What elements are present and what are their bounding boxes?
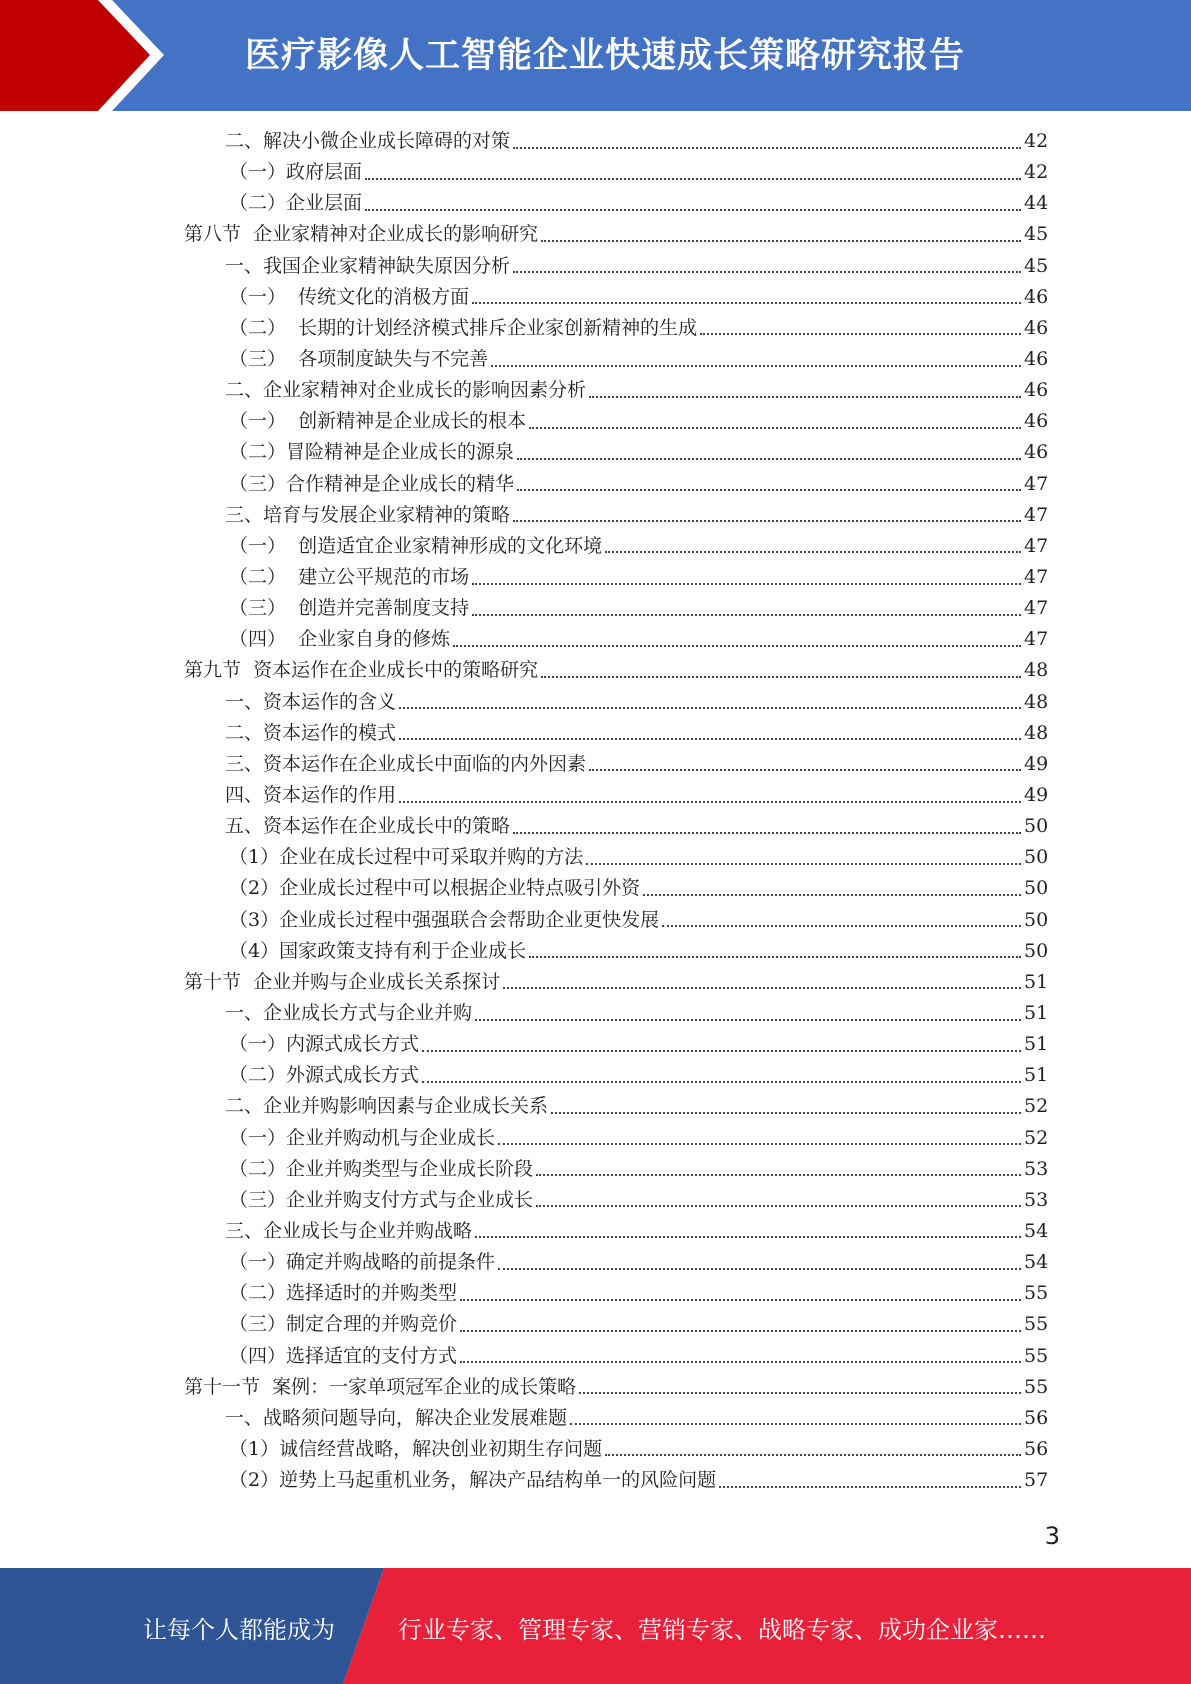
toc-entry-page: 46 [1024, 410, 1049, 433]
toc-entry-page: 46 [1024, 348, 1049, 371]
toc-entry[interactable] [0, 251, 1191, 282]
toc-entry[interactable] [0, 842, 1191, 873]
dot-leader [365, 178, 1021, 180]
dot-leader [498, 1268, 1021, 1270]
toc-entry[interactable] [0, 1029, 1191, 1060]
toc-entry-page: 46 [1024, 285, 1049, 308]
footer-slogan-left: 让每个人都能成为 [143, 1616, 335, 1644]
dot-leader [536, 1174, 1021, 1176]
toc-entry-title: 二、企业并购影响因素与企业成长关系 [225, 1095, 549, 1118]
dot-leader [719, 1486, 1021, 1488]
dot-leader [503, 987, 1021, 989]
toc-entry-page: 47 [1024, 566, 1049, 589]
footer-banner [0, 1568, 1191, 1684]
toc-entry-title: （二）选择适时的并购类型 [229, 1282, 458, 1305]
toc-entry-page: 56 [1024, 1406, 1049, 1429]
dot-leader [475, 1236, 1021, 1238]
toc-entry[interactable] [0, 811, 1191, 842]
dot-leader [605, 1454, 1021, 1456]
toc-entry-title: （三）合作精神是企业成长的精华 [229, 472, 515, 495]
toc-entry-title: 一、资本运作的含义 [225, 690, 397, 713]
toc-entry-page: 47 [1024, 503, 1049, 526]
toc-entry[interactable] [0, 1434, 1191, 1465]
toc-entry-page: 46 [1024, 379, 1049, 402]
toc-entry-page: 51 [1024, 970, 1049, 993]
toc-entry-title: （一）政府层面 [229, 161, 363, 184]
dot-leader [399, 707, 1021, 709]
toc-entry-page: 48 [1024, 690, 1049, 713]
toc-entry-title: 二、资本运作的模式 [225, 721, 397, 744]
toc-entry[interactable] [0, 500, 1191, 531]
dot-leader [643, 894, 1021, 896]
toc-entry[interactable] [0, 873, 1191, 904]
toc-entry[interactable] [0, 1340, 1191, 1371]
dot-leader [475, 1019, 1021, 1021]
toc-entry-page: 50 [1024, 877, 1049, 900]
document-title: 医疗影像人工智能企业快速成长策略研究报告 [245, 36, 966, 76]
toc-entry-page: 48 [1024, 659, 1049, 682]
toc-entry-title: （一）内源式成长方式 [229, 1033, 420, 1056]
toc-entry-title: （二）企业并购类型与企业成长阶段 [229, 1157, 534, 1180]
toc-entry-title: 一、企业成长方式与企业并购 [225, 1002, 473, 1024]
toc-entry-title: （3）企业成长过程中强强联合会帮助企业更快发展 [229, 908, 660, 931]
dot-leader [399, 801, 1021, 803]
toc-entry[interactable] [0, 998, 1191, 1029]
dot-leader [541, 240, 1021, 242]
toc-entry[interactable] [0, 531, 1191, 562]
toc-entry-page: 42 [1024, 130, 1049, 153]
toc-entry-title: （三） 创造并完善制度支持 [229, 597, 470, 620]
toc-entry-title: 一、我国企业家精神缺失原因分析 [225, 254, 511, 277]
toc-entry-page: 50 [1024, 815, 1049, 838]
toc-entry-page: 46 [1024, 316, 1049, 339]
toc-entry[interactable] [0, 1465, 1191, 1496]
toc-entry-title: （四）选择适宜的支付方式 [229, 1344, 458, 1367]
toc-entry-page: 54 [1024, 1219, 1049, 1242]
toc-entry[interactable] [0, 344, 1191, 375]
dot-leader [460, 1330, 1021, 1332]
toc-entry[interactable] [0, 437, 1191, 468]
toc-entry-page: 55 [1024, 1313, 1049, 1336]
toc-entry[interactable] [0, 1278, 1191, 1309]
toc-entry-title: （1）诚信经营战略，解决创业初期生存问题 [229, 1437, 603, 1460]
dot-leader [700, 333, 1021, 335]
toc-entry-title: 三、企业成长与企业并购战略 [225, 1219, 473, 1242]
toc-entry-title: 一、战略须问题导向，解决企业发展难题 [225, 1406, 568, 1429]
dot-leader [529, 427, 1021, 429]
toc-entry[interactable] [0, 936, 1191, 967]
toc-entry-title: 三、资本运作在企业成长中面临的内外因素 [225, 752, 587, 775]
dot-leader [399, 738, 1021, 740]
dot-leader [662, 925, 1021, 927]
toc-entry[interactable] [0, 905, 1191, 936]
toc-entry-title: 第九节 资本运作在企业成长中的策略研究 [184, 659, 539, 682]
toc-entry[interactable] [0, 1091, 1191, 1122]
toc-entry-page: 46 [1024, 441, 1049, 464]
toc-entry[interactable] [0, 126, 1191, 157]
toc-entry-page: 50 [1024, 939, 1049, 962]
dot-leader [472, 614, 1021, 616]
dot-leader [541, 676, 1021, 678]
dot-leader [460, 1299, 1021, 1301]
toc-entry-page: 50 [1024, 846, 1049, 869]
toc-entry-page: 54 [1024, 1251, 1049, 1274]
header-bar [0, 0, 1191, 111]
toc-entry-page: 51 [1024, 1064, 1049, 1087]
toc-entry[interactable] [0, 1309, 1191, 1340]
toc-entry-title: （三）制定合理的并购竞价 [229, 1313, 458, 1336]
toc-entry-page: 47 [1024, 472, 1049, 495]
toc-entry[interactable] [0, 188, 1191, 219]
dot-leader [536, 1205, 1021, 1207]
dot-leader [472, 583, 1021, 585]
toc-entry-title: 二、解决小微企业成长障碍的对策 [225, 130, 511, 153]
dot-leader [517, 458, 1021, 460]
toc-entry-page: 55 [1024, 1375, 1049, 1398]
toc-entry-title: （一）确定并购战略的前提条件 [229, 1251, 496, 1274]
toc-entry-page: 53 [1024, 1157, 1049, 1180]
dot-leader [491, 365, 1021, 367]
toc-entry[interactable] [0, 1123, 1191, 1154]
dot-leader [551, 1112, 1021, 1114]
dot-leader [570, 1423, 1021, 1425]
dot-leader [589, 769, 1021, 771]
toc-entry[interactable] [0, 313, 1191, 344]
dot-leader [472, 302, 1021, 304]
toc-entry[interactable] [0, 469, 1191, 500]
dot-leader [498, 1143, 1021, 1145]
toc-entry-title: （四） 企业家自身的修炼 [229, 628, 451, 651]
toc-entry[interactable] [0, 1372, 1191, 1403]
toc-entry-page: 50 [1024, 908, 1049, 931]
dot-leader [579, 1392, 1021, 1394]
toc-entry[interactable] [0, 406, 1191, 437]
toc-entry-page: 52 [1024, 1126, 1049, 1149]
toc-entry-title: 二、企业家精神对企业成长的影响因素分析 [225, 379, 587, 402]
toc-entry[interactable] [0, 624, 1191, 655]
toc-entry-title: （4）国家政策支持有利于企业成长 [229, 939, 527, 962]
toc-entry-page: 55 [1024, 1282, 1049, 1305]
toc-entry-page: 57 [1024, 1469, 1049, 1492]
toc-entry-title: （二）企业层面 [229, 192, 363, 215]
toc-entry-title: （二） 长期的计划经济模式排斥企业家创新精神的生成 [229, 316, 698, 339]
toc-entry[interactable] [0, 282, 1191, 313]
toc-entry[interactable] [0, 1060, 1191, 1091]
toc-entry-title: （三）企业并购支付方式与企业成长 [229, 1188, 534, 1211]
dot-leader [422, 1050, 1021, 1052]
footer-slogan-right: 行业专家、管理专家、营销专家、战略专家、成功企业家…… [398, 1616, 1046, 1644]
toc-entry-title: （一） 创新精神是企业成长的根本 [229, 410, 527, 433]
toc-entry-page: 53 [1024, 1188, 1049, 1211]
toc-entry-title: 第十节 企业并购与企业成长关系探讨 [184, 970, 501, 993]
dot-leader [513, 520, 1021, 522]
toc-entry[interactable] [0, 562, 1191, 593]
toc-entry-title: （1）企业在成长过程中可采取并购的方法 [229, 846, 584, 869]
toc-entry-page: 48 [1024, 721, 1049, 744]
toc-entry[interactable] [0, 655, 1191, 686]
table-of-contents [0, 126, 1191, 1496]
toc-entry-page: 51 [1024, 1033, 1049, 1056]
toc-entry-page: 49 [1024, 752, 1049, 775]
toc-entry-title: （三） 各项制度缺失与不完善 [229, 348, 489, 371]
toc-entry-page: 45 [1024, 254, 1049, 277]
dot-leader [605, 551, 1021, 553]
toc-entry-title: （一） 传统文化的消极方面 [229, 285, 470, 308]
page-number: 3 [1044, 1522, 1060, 1550]
toc-entry[interactable] [0, 1247, 1191, 1278]
toc-entry-title: （二）冒险精神是企业成长的源泉 [229, 441, 515, 464]
toc-entry-page: 56 [1024, 1437, 1049, 1460]
toc-entry-page: 42 [1024, 161, 1049, 184]
toc-entry-page: 51 [1024, 1002, 1049, 1024]
dot-leader [513, 147, 1021, 149]
dot-leader [586, 863, 1021, 865]
toc-entry[interactable] [0, 219, 1191, 250]
dot-leader [589, 396, 1021, 398]
dot-leader [453, 645, 1021, 647]
toc-entry[interactable] [0, 718, 1191, 749]
toc-entry[interactable] [0, 749, 1191, 780]
toc-entry[interactable] [0, 1403, 1191, 1434]
dot-leader [513, 832, 1021, 834]
toc-entry-page: 47 [1024, 597, 1049, 620]
toc-entry-page: 45 [1024, 223, 1049, 246]
toc-entry-title: （二） 建立公平规范的市场 [229, 566, 470, 589]
toc-entry-page: 47 [1024, 628, 1049, 651]
toc-entry-title: 四、资本运作的作用 [225, 784, 397, 807]
toc-entry-title: 第十一节 案例：一家单项冠军企业的成长策略 [184, 1375, 577, 1398]
toc-entry-title: （一）企业并购动机与企业成长 [229, 1126, 496, 1149]
toc-entry[interactable] [0, 1216, 1191, 1247]
toc-entry[interactable] [0, 1185, 1191, 1216]
toc-entry[interactable] [0, 967, 1191, 998]
dot-leader [529, 956, 1021, 958]
toc-entry[interactable] [0, 593, 1191, 624]
dot-leader [517, 489, 1021, 491]
toc-entry[interactable] [0, 687, 1191, 718]
toc-entry-page: 49 [1024, 784, 1049, 807]
toc-entry-page: 55 [1024, 1344, 1049, 1367]
toc-entry-title: （一） 创造适宜企业家精神形成的文化环境 [229, 534, 603, 557]
toc-entry-title: 第八节 企业家精神对企业成长的影响研究 [184, 223, 539, 246]
toc-entry-title: （2）企业成长过程中可以根据企业特点吸引外资 [229, 877, 641, 900]
toc-entry-page: 44 [1024, 192, 1049, 215]
toc-entry-title: （二）外源式成长方式 [229, 1064, 420, 1087]
toc-entry[interactable] [0, 1154, 1191, 1185]
toc-entry-title: 五、资本运作在企业成长中的策略 [225, 815, 511, 838]
toc-entry-page: 47 [1024, 534, 1049, 557]
toc-entry-title: 三、培育与发展企业家精神的策略 [225, 503, 511, 526]
dot-leader [365, 209, 1021, 211]
toc-entry[interactable] [0, 375, 1191, 406]
toc-entry-page: 52 [1024, 1095, 1049, 1118]
toc-entry-title: （2）逆势上马起重机业务，解决产品结构单一的风险问题 [229, 1469, 717, 1492]
dot-leader [460, 1361, 1021, 1363]
dot-leader [513, 271, 1021, 273]
toc-entry[interactable] [0, 157, 1191, 188]
dot-leader [422, 1081, 1021, 1083]
toc-entry[interactable] [0, 780, 1191, 811]
